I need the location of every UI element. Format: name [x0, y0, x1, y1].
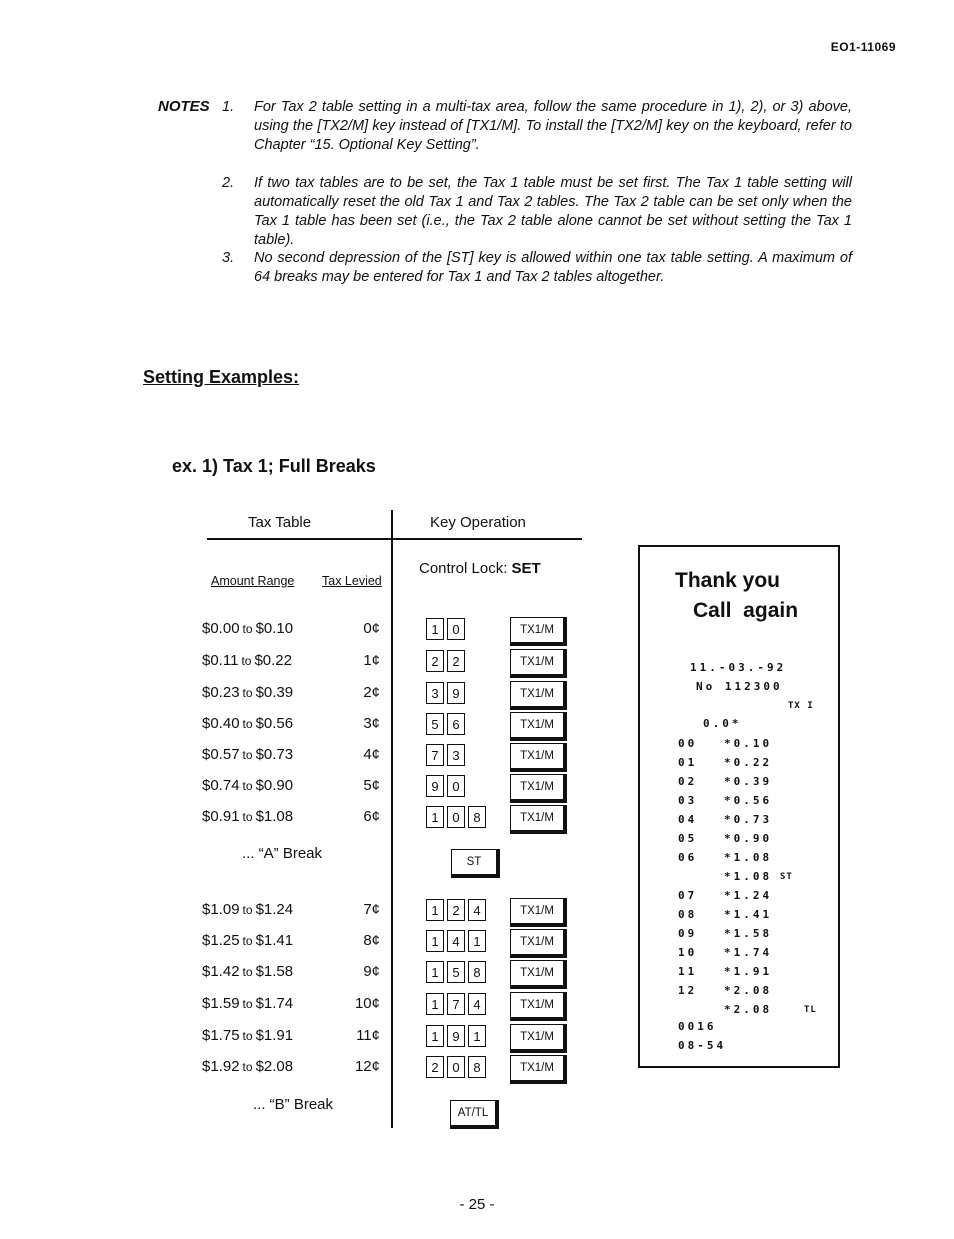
st-key — [451, 849, 500, 878]
tx1m-key-label: TX1/M — [520, 999, 554, 1011]
receipt-footer-1: 0016 — [678, 1020, 717, 1033]
receipt-call-again: Call again — [693, 599, 799, 622]
amount-to-word: to — [242, 903, 253, 917]
receipt-line-amount: *1.91 — [724, 965, 773, 978]
amount-to: $1.24 — [255, 901, 294, 918]
document-id: EO1-11069 — [830, 40, 896, 54]
digit-key: 1 — [468, 930, 486, 952]
tx1m-key — [510, 743, 567, 772]
receipt-line-code: ST — [780, 872, 793, 882]
receipt-line-amount: *1.08 — [724, 870, 773, 883]
amount-range — [202, 652, 292, 669]
tax-levied: 2¢ — [363, 684, 380, 701]
digit-key: 3 — [447, 744, 465, 766]
amount-range — [202, 684, 293, 701]
amount-to: $1.58 — [255, 963, 294, 980]
amount-from: $1.59 — [202, 995, 240, 1012]
receipt-line-amount: *2.08 — [724, 984, 773, 997]
digit-key: 1 — [426, 899, 444, 921]
section-heading: Setting Examples: — [143, 367, 300, 387]
amount-to-word: to — [242, 934, 253, 948]
digit-key: 2 — [426, 650, 444, 672]
receipt-line-amount: *0.90 — [724, 832, 773, 845]
receipt-line-amount: *1.58 — [724, 927, 773, 940]
amount-to: $1.41 — [255, 932, 294, 949]
amount-range — [202, 620, 293, 637]
amount-to-word: to — [242, 1060, 253, 1074]
note-number: 3. — [222, 250, 235, 266]
digit-key: 8 — [468, 1056, 486, 1078]
amount-to: $0.90 — [255, 777, 294, 794]
amount-to-word: to — [242, 779, 253, 793]
notes-label: NOTES — [158, 98, 210, 115]
digit-key: 4 — [447, 930, 465, 952]
tx1m-key-label: TX1/M — [520, 719, 554, 731]
tx1m-key-label: TX1/M — [520, 936, 554, 948]
receipt-line-amount: *0.73 — [724, 813, 773, 826]
digit-keys — [426, 993, 486, 1019]
digit-key: 7 — [426, 744, 444, 766]
tax-levied: 5¢ — [363, 777, 380, 794]
receipt-line-index: 07 — [678, 889, 698, 902]
amount-to: $0.10 — [255, 620, 294, 637]
amount-from: $0.23 — [202, 684, 240, 701]
amount-to-word: to — [242, 997, 253, 1011]
tx1m-key-label: TX1/M — [520, 1062, 554, 1074]
receipt-opening-line: 0.0* — [703, 717, 742, 730]
note-item — [222, 249, 852, 287]
receipt-line-index: 06 — [678, 851, 698, 864]
break-a-label: ... “A” Break — [242, 845, 323, 862]
digit-key: 8 — [468, 961, 486, 983]
amount-from: $1.75 — [202, 1027, 240, 1044]
digit-key: 0 — [447, 618, 465, 640]
digit-key: 9 — [447, 682, 465, 704]
amount-range — [202, 932, 293, 949]
digit-key: 1 — [426, 961, 444, 983]
digit-key: 4 — [468, 993, 486, 1015]
amount-range — [202, 746, 293, 763]
digit-key: 5 — [426, 713, 444, 735]
note-text: If two tax tables are to be set, the Tax 1 table must be set first. The Tax 1 table setting will automatically reset the old Tax 1 and Tax 2 tables. The Tax 2 table can be set only when the Tax 1 table has been set (i.e., the Tax 2 table alone cannot be set without setting the Tax 1 table). — [254, 175, 852, 248]
tx1m-key — [510, 960, 567, 989]
digit-keys — [426, 744, 465, 770]
tax-levied: 6¢ — [363, 808, 380, 825]
amount-from: $0.00 — [202, 620, 240, 637]
page-number: - 25 - — [459, 1196, 495, 1213]
tax-levied: 3¢ — [363, 715, 380, 732]
digit-keys — [426, 682, 465, 708]
digit-key: 0 — [447, 1056, 465, 1078]
tax-levied: 8¢ — [363, 932, 380, 949]
amount-to: $2.08 — [255, 1058, 294, 1075]
digit-key: 4 — [468, 899, 486, 921]
amount-to-word: to — [242, 965, 253, 979]
digit-key: 1 — [426, 806, 444, 828]
receipt-line-index: 08 — [678, 908, 698, 921]
receipt-line-index: 12 — [678, 984, 698, 997]
tx1m-key — [510, 681, 567, 710]
amount-from: $1.42 — [202, 963, 240, 980]
tx1m-key-label: TX1/M — [520, 656, 554, 668]
tx1m-key — [510, 898, 567, 927]
amount-range-header: Amount Range — [211, 574, 295, 588]
amount-to: $0.73 — [255, 746, 294, 763]
amount-to: $0.56 — [255, 715, 294, 732]
header-divider — [207, 538, 391, 540]
receipt-number — [696, 680, 783, 693]
amount-range — [202, 777, 293, 794]
digit-key: 3 — [426, 682, 444, 704]
amount-from: $0.74 — [202, 777, 240, 794]
digit-key: 1 — [426, 993, 444, 1015]
tx1m-key-label: TX1/M — [520, 812, 554, 824]
control-lock-label: Control Lock: — [419, 560, 508, 577]
receipt-thank-you: Thank you — [675, 569, 781, 592]
digit-keys — [426, 930, 486, 956]
digit-key: 0 — [447, 806, 465, 828]
digit-keys — [426, 618, 465, 644]
column-header-tax-table: Tax Table — [248, 514, 312, 531]
amount-to: $0.39 — [255, 684, 294, 701]
digit-keys — [426, 650, 465, 676]
tax-levied: 1¢ — [363, 652, 380, 669]
tx1m-key — [510, 992, 567, 1021]
receipt-footer-2: 08-54 — [678, 1039, 727, 1052]
note-item — [222, 174, 852, 250]
tax-levied: 0¢ — [363, 620, 380, 637]
tx1m-key-label: TX1/M — [520, 624, 554, 636]
at-tl-key-label: AT/TL — [457, 1107, 489, 1119]
column-header-key-operation: Key Operation — [430, 514, 526, 531]
amount-range — [202, 995, 293, 1012]
tx1m-key-label: TX1/M — [520, 905, 554, 917]
receipt-line-index: 09 — [678, 927, 698, 940]
receipt-line-amount: *0.56 — [724, 794, 773, 807]
digit-keys — [426, 899, 486, 925]
receipt-date: 11.-03.-92 — [690, 661, 787, 674]
receipt-line-index: 05 — [678, 832, 698, 845]
control-lock — [419, 560, 541, 577]
receipt-line-amount: *1.74 — [724, 946, 773, 959]
receipt-line-index: 02 — [678, 775, 698, 788]
digit-key: 1 — [426, 930, 444, 952]
example-heading: ex. 1) Tax 1; Full Breaks — [172, 456, 376, 476]
receipt-line-index: 01 — [678, 756, 698, 769]
amount-to-word: to — [242, 622, 253, 636]
tx1m-key — [510, 929, 567, 958]
receipt-line-code: TL — [804, 1005, 817, 1015]
st-key-label: ST — [466, 856, 482, 868]
at-tl-key — [450, 1100, 499, 1129]
amount-to-word: to — [242, 748, 253, 762]
break-b-label: ... “B” Break — [253, 1096, 334, 1113]
amount-range — [202, 963, 293, 980]
amount-to: $1.08 — [255, 808, 294, 825]
header-divider — [393, 538, 582, 540]
amount-to-word: to — [242, 1029, 253, 1043]
tx1m-key-label: TX1/M — [520, 688, 554, 700]
digit-keys — [426, 713, 465, 739]
tx1m-key — [510, 712, 567, 741]
tax-levied: 9¢ — [363, 963, 380, 980]
tx1m-key — [510, 617, 567, 646]
digit-key: 5 — [447, 961, 465, 983]
column-divider — [391, 510, 393, 1128]
amount-to: $1.91 — [255, 1027, 294, 1044]
digit-key: 1 — [468, 1025, 486, 1047]
digit-key: 2 — [426, 1056, 444, 1078]
amount-from: $0.40 — [202, 715, 240, 732]
receipt-line-amount: *0.22 — [724, 756, 773, 769]
amount-to-word: to — [241, 654, 252, 668]
note-text: For Tax 2 table setting in a multi-tax area, follow the same procedure in 1), 2), or 3) above, using the [TX2/M] key instead of [TX1/M]. To install the [TX2/M] key on the keyboard, refer to Chapter “15. Optional Key Setting”. — [254, 99, 852, 153]
tax-levied: 12¢ — [354, 1058, 380, 1075]
receipt-line-amount: *1.08 — [724, 851, 773, 864]
tax-levied-header: Tax Levied — [322, 574, 382, 588]
tx1m-key-label: TX1/M — [520, 781, 554, 793]
amount-from: $0.11 — [202, 652, 239, 669]
digit-key: 8 — [468, 806, 486, 828]
digit-keys — [426, 961, 486, 987]
amount-range — [202, 901, 293, 918]
receipt-line-index: 10 — [678, 946, 698, 959]
note-number: 1. — [222, 99, 235, 115]
digit-keys — [426, 1056, 486, 1082]
receipt-number-label: No — [696, 680, 716, 693]
digit-key: 0 — [447, 775, 465, 797]
amount-from: $1.92 — [202, 1058, 240, 1075]
tax-levied: 4¢ — [363, 746, 380, 763]
digit-key: 2 — [447, 650, 465, 672]
receipt-line-index: 11 — [678, 965, 698, 978]
receipt-line-index: 00 — [678, 737, 698, 750]
amount-to-word: to — [242, 717, 253, 731]
digit-keys — [426, 775, 465, 801]
amount-to-word: to — [242, 686, 253, 700]
digit-keys — [426, 806, 486, 832]
tx1m-key — [510, 805, 567, 834]
amount-range — [202, 808, 293, 825]
tax-levied: 11¢ — [356, 1027, 380, 1044]
tx1m-key — [510, 1024, 567, 1053]
receipt-line-amount: *1.24 — [724, 889, 773, 902]
digit-key: 1 — [426, 1025, 444, 1047]
amount-to-word: to — [242, 810, 253, 824]
amount-range — [202, 1058, 293, 1075]
amount-range — [202, 715, 293, 732]
note-text: No second depression of the [ST] key is allowed within one tax table setting. A maximum of 64 breaks may be entered for Tax 1 and Tax 2 tables altogether. — [254, 250, 852, 285]
tx1m-key — [510, 774, 567, 803]
control-lock-value: SET — [511, 560, 541, 577]
amount-from: $0.57 — [202, 746, 240, 763]
amount-to: $0.22 — [254, 652, 292, 669]
amount-from: $1.25 — [202, 932, 240, 949]
tx1m-key — [510, 649, 567, 678]
digit-keys — [426, 1025, 486, 1051]
receipt-line-amount: *0.10 — [724, 737, 773, 750]
amount-from: $0.91 — [202, 808, 240, 825]
receipt-line-amount: *1.41 — [724, 908, 773, 921]
receipt-number-value: 112300 — [724, 680, 783, 693]
note-number: 2. — [222, 175, 235, 191]
receipt-line-index: 04 — [678, 813, 698, 826]
tax-levied: 10¢ — [354, 995, 380, 1012]
tx1m-key-label: TX1/M — [520, 1031, 554, 1043]
tx1m-key-label: TX1/M — [520, 750, 554, 762]
tx1m-key-label: TX1/M — [520, 967, 554, 979]
receipt-line-amount: *2.08 — [724, 1003, 773, 1016]
amount-range — [202, 1027, 293, 1044]
digit-key: 9 — [447, 1025, 465, 1047]
tx1m-key — [510, 1055, 567, 1084]
digit-key: 1 — [426, 618, 444, 640]
receipt-line-amount: *0.39 — [724, 775, 773, 788]
receipt-line-index: 03 — [678, 794, 698, 807]
digit-key: 6 — [447, 713, 465, 735]
note-item — [222, 98, 852, 155]
digit-key: 7 — [447, 993, 465, 1015]
digit-key: 9 — [426, 775, 444, 797]
receipt — [638, 545, 840, 1068]
amount-from: $1.09 — [202, 901, 240, 918]
tax-levied: 7¢ — [363, 901, 380, 918]
digit-key: 2 — [447, 899, 465, 921]
amount-to: $1.74 — [255, 995, 294, 1012]
receipt-tax-label: TX I — [788, 701, 814, 711]
